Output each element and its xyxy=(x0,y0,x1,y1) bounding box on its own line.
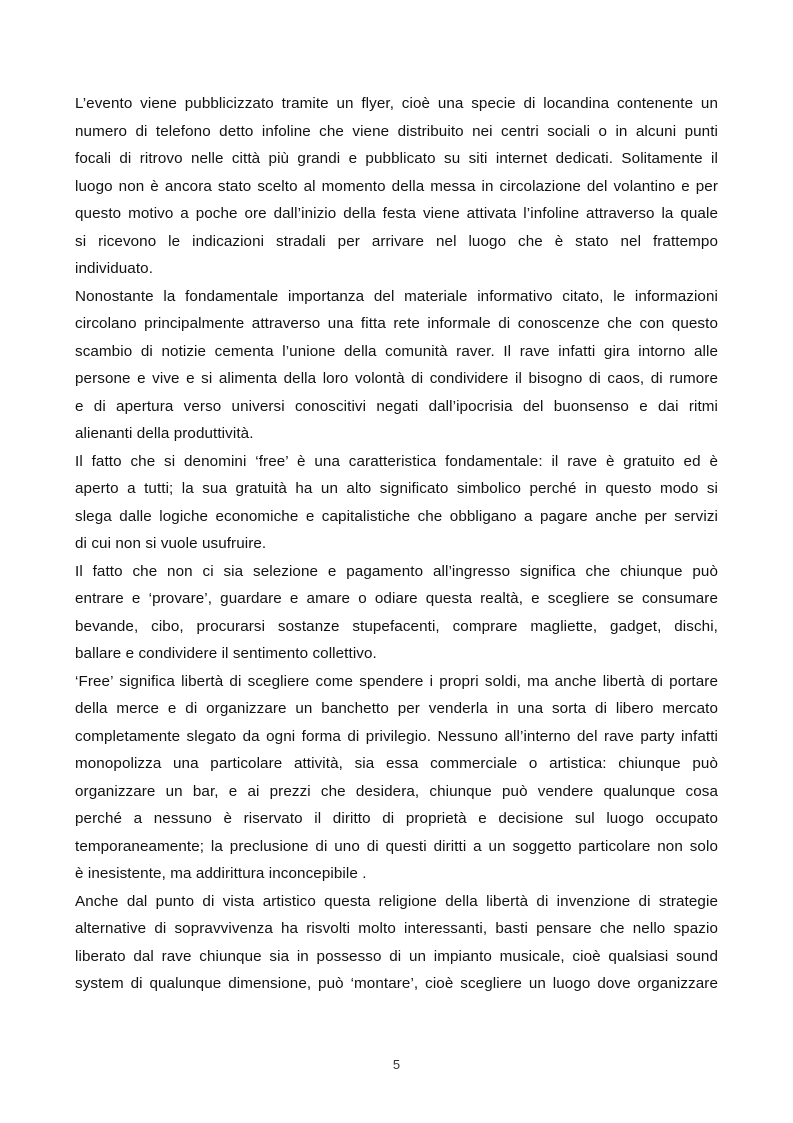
text-line: focali di ritrovo nelle città più grandi e pubblicato su siti internet dedicati. Solitamente il xyxy=(75,150,718,167)
text-line: entrare e ‘provare’, guardare e amare o odiare questa realtà, e scegliere se consumare xyxy=(75,590,718,607)
page-number: 5 xyxy=(392,1057,401,1072)
paragraph-selection xyxy=(75,558,718,668)
text-line: è inesistente, ma addirittura inconcepibile . xyxy=(75,865,367,882)
text-line: L’evento viene pubblicizzato tramite un flyer, cioè una specie di locandina contenente un xyxy=(75,95,718,112)
text-line: di cui non si vuole usufruire. xyxy=(75,535,267,552)
text-line: circolano principalmente attraverso una fitta rete informale di conoscenze che con questo xyxy=(75,315,718,332)
text-line: della merce e di organizzare un banchetto per venderla in una sorta di libero mercato xyxy=(75,700,718,717)
text-line: slega dalle logiche economiche e capitalistiche che obbligano a pagare anche per servizi xyxy=(75,507,718,525)
paragraph-flyer xyxy=(75,90,718,283)
text-line: Nonostante la fondamentale importanza del materiale informativo citato, le informazioni xyxy=(75,287,718,305)
paragraph-artistic xyxy=(75,888,718,998)
text-line: alienanti della produttività. xyxy=(75,425,254,442)
text-line: numero di telefono detto infoline che viene distribuito nei centri sociali o in alcuni punti xyxy=(75,122,718,140)
text-line: Anche dal punto di vista artistico questa religione della libertà di invenzione di strategie xyxy=(75,892,718,910)
text-line: questo motivo a poche ore dall’inizio della festa viene attivata l’infoline attraverso la quale xyxy=(75,205,718,222)
text-line: individuato. xyxy=(75,260,154,277)
text-line: system di qualunque dimensione, può ‘montare’, cioè scegliere un luogo dove organizzare xyxy=(75,975,718,992)
paragraph-network xyxy=(75,283,718,448)
text-line: si ricevono le indicazioni stradali per arrivare nel luogo che è stato nel frattempo xyxy=(75,232,718,250)
text-line: persone e vive e si alimenta della loro volontà di condividere il bisogno di caos, di rumore xyxy=(75,370,718,387)
text-line: luogo non è ancora stato scelto al momento della messa in circolazione del volantino e per xyxy=(75,177,718,195)
text-line: temporaneamente; la preclusione di uno di questi diritti a un soggetto particolare non solo xyxy=(75,837,718,855)
text-line: organizzare un bar, e ai prezzi che desidera, chiunque può vendere qualunque cosa xyxy=(75,782,718,800)
paragraph-freedom xyxy=(75,668,718,888)
text-line: alternative di sopravvivenza ha risvolti molto interessanti, basti pensare che nello spazio xyxy=(75,920,718,937)
text-line: ‘Free’ significa libertà di scegliere come spendere i propri soldi, ma anche libertà di portare xyxy=(75,672,718,690)
text-line: monopolizza una particolare attività, sia essa commerciale o artistica: chiunque può xyxy=(75,755,718,772)
text-line: e di apertura verso universi conoscitivi negati dall’ipocrisia del buonsenso e dai ritmi xyxy=(75,397,718,415)
body-text xyxy=(75,90,718,998)
text-line: completamente slegato da ogni forma di privilegio. Nessuno all’interno del rave party infatti xyxy=(75,727,718,745)
text-line: aperto a tutti; la sua gratuità ha un alto significato simbolico perché in questo modo si xyxy=(75,480,718,497)
text-line: liberato dal rave chiunque sia in possesso di un impianto musicale, cioè qualsiasi sound xyxy=(75,947,718,965)
text-line: perché a nessuno è riservato il diritto di proprietà e decisione sul luogo occupato xyxy=(75,810,718,827)
text-line: bevande, cibo, procurarsi sostanze stupefacenti, comprare magliette, gadget, dischi, xyxy=(75,617,718,635)
text-line: scambio di notizie cementa l’unione della comunità raver. Il rave infatti gira intorno alle xyxy=(75,342,718,360)
text-line: Il fatto che non ci sia selezione e pagamento all’ingresso significa che chiunque può xyxy=(75,562,718,580)
text-line: Il fatto che si denomini ‘free’ è una caratteristica fondamentale: il rave è gratuito ed è xyxy=(75,452,718,470)
text-line: ballare e condividere il sentimento collettivo. xyxy=(75,645,377,662)
paragraph-free xyxy=(75,448,718,558)
